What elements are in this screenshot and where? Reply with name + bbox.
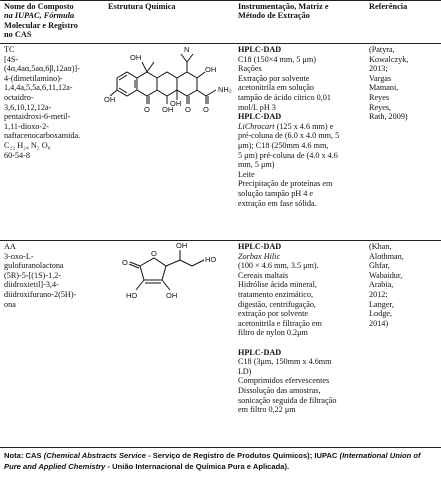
reference-line: Ghfar,	[369, 261, 390, 271]
note-iupac: IUPAC	[314, 451, 338, 460]
name-line: [4S-	[4, 54, 19, 64]
reference-line: Lodge,	[369, 309, 392, 319]
header-col1-line: Nome do Composto	[4, 2, 74, 11]
molecular-formula: C₂₂ H₂₄ N₂ O₈	[4, 140, 51, 150]
name-line: naftacenocarboxamida.	[4, 131, 81, 141]
reference-line: Alothman,	[369, 251, 404, 261]
note-cas: CAS	[25, 451, 42, 460]
note-end: - União Internacional de Química Pura e Aplicada).	[105, 461, 290, 471]
reference-line: 2012;	[369, 289, 388, 299]
table-top-rule	[0, 0, 441, 1]
name-line: TC	[4, 45, 15, 54]
tc-label: OH	[130, 53, 142, 62]
method-line: em filtro 0,22 μm	[238, 405, 296, 415]
name-line: octaidro-	[4, 92, 34, 102]
table-bottom-rule	[0, 447, 441, 448]
name-line: 3-oxo-L-	[4, 251, 34, 261]
note-prefix: Nota:	[4, 451, 26, 460]
aa-label: O	[122, 258, 128, 267]
aa-label: OH	[176, 241, 188, 250]
reference-line: 2013;	[369, 64, 388, 74]
tc-label: NH₂	[218, 85, 232, 94]
name-line: 1,4,4a,5,5a,6,11,12a-	[4, 83, 73, 93]
aa-label: HO	[205, 255, 217, 264]
header-structure: Estrutura Química	[108, 2, 176, 11]
reference-line: 2014)	[369, 318, 389, 328]
method-line: extração por solvente	[238, 309, 309, 319]
method-line: C18 (150×4 mm, 5 μm)	[238, 54, 316, 64]
method-line: Hidrólise ácida mineral,	[238, 280, 317, 290]
method-line: I.D)	[238, 366, 252, 376]
column-brand: LiChrocart	[238, 121, 275, 131]
method-line: LiChrocart (125 x 4.6 mm) e	[238, 121, 334, 131]
header-reference: Referência	[369, 2, 408, 11]
row2-method	[238, 242, 336, 415]
name-line: 1,11-dioxo-2-	[4, 121, 49, 131]
header-method-column	[238, 2, 329, 21]
tc-label: OH	[170, 99, 182, 108]
table-note	[4, 451, 436, 472]
tetracycline-structure	[102, 40, 234, 120]
header-col3-line: Instrumentação, Matriz e	[238, 2, 329, 11]
method-line: digestão, centrifugação,	[238, 299, 316, 309]
row2-reference	[369, 242, 404, 328]
name-line: 4-(dimetilamino)-	[4, 73, 63, 83]
method-line: Extração por solvente	[238, 73, 310, 83]
method-technique: HPLC-DAD	[238, 242, 282, 251]
name-line: ona	[4, 299, 16, 309]
reference-line: Langer,	[369, 299, 394, 309]
reference-line: Wabaidur,	[369, 270, 403, 280]
method-line: 5 μm) pré-coluna de (4.0 x 4.6	[238, 150, 338, 160]
tc-label: OH	[205, 65, 217, 74]
header-col1-line	[4, 11, 78, 20]
method-line: mm, 5 μm)	[238, 160, 275, 170]
tetracycline-drawing	[102, 40, 234, 120]
ascorbic-acid-drawing	[104, 240, 234, 308]
reference-line: Vargas	[369, 73, 392, 83]
method-line: tratamento enzimático,	[238, 289, 314, 299]
cas-number: 60-54-8	[4, 150, 30, 160]
ascorbic-acid-structure	[104, 240, 234, 308]
method-line: acetonitrila em solução	[238, 83, 314, 93]
method-line	[238, 338, 336, 348]
method-line: Precipitação de proteínas em	[238, 179, 333, 189]
header-name-column	[4, 2, 78, 40]
name-line: 3,6,10,12,12a-	[4, 102, 52, 112]
name-line: (5R)-5-[(1S)-1,2-	[4, 270, 62, 280]
method-line: Dissolução das amostras,	[238, 385, 321, 395]
method-line: pré-coluna de (6.0 x 4.0 mm, 5	[238, 131, 340, 141]
method-line: Zorbax Hilic	[238, 251, 281, 261]
row1-method	[238, 45, 339, 208]
method-line: Leite	[238, 169, 255, 179]
tc-label: O	[185, 105, 191, 114]
aa-label: HO	[126, 291, 138, 300]
method-line: filtro de nylon 0.2μm	[238, 328, 308, 338]
method-line: C18 (3μm, 150mm x 4.6mm	[238, 357, 332, 367]
method-line: extração em fase sólida.	[238, 198, 317, 208]
header-col1-line: Molecular e Registro	[4, 20, 78, 30]
tc-label: O	[144, 105, 150, 114]
header-col3-line: Método de Extração	[238, 11, 310, 21]
name-line: gulofuranolactona	[4, 261, 64, 271]
header-col1-line: no CAS	[4, 30, 32, 40]
reference-line: (Khan,	[369, 242, 392, 251]
note-mid: - Serviço de Registro de Produtos Químicos);	[145, 451, 315, 460]
reference-line: Reyes	[369, 92, 390, 102]
method-line: tampão de ácido cítrico 0,01	[238, 92, 331, 102]
note-cas-full: (Chemical Abstracts Service	[43, 451, 146, 460]
reference-line: Reyes,	[369, 102, 392, 112]
method-line: Cereais maltais	[238, 270, 289, 280]
method-line: (100 × 4.6 mm, 3.5 μm).	[238, 261, 319, 271]
method-line: sonicação seguida de filtração	[238, 395, 337, 405]
row2-name	[4, 242, 76, 309]
name-line: diidroxifurano-2(5H)-	[4, 289, 77, 299]
aa-label: O	[151, 249, 157, 258]
tc-label: OH	[162, 105, 174, 114]
reference-line: Rath, 2009)	[369, 112, 408, 122]
method-line: mol/L pH 3	[238, 102, 276, 112]
row1-reference	[369, 45, 408, 122]
method-line: Comprimidos efervescentes	[238, 376, 330, 386]
aa-label: OH	[166, 291, 178, 300]
method-line: Rações	[238, 64, 262, 74]
name-line: (4α,4aα,5aα,6β,12aα)]-	[4, 64, 80, 74]
method-line: acetonitrila e filtração em	[238, 318, 322, 328]
reference-line: Kowalczyk,	[369, 54, 409, 64]
tc-label: O	[203, 105, 209, 114]
reference-line: Mamani,	[369, 83, 399, 93]
name-line: AA	[4, 242, 16, 251]
reference-line: Arabia,	[369, 280, 394, 290]
method-technique: HPLC-DAD	[238, 347, 282, 357]
tc-label: N	[184, 45, 190, 54]
tc-label: OH	[104, 95, 116, 104]
method-technique: HPLC-DAD	[238, 112, 282, 122]
method-line: solução tampão pH 4 e	[238, 188, 314, 198]
reference-line: (Patyra,	[369, 45, 395, 54]
method-technique: HPLC-DAD	[238, 45, 282, 54]
note-iupac-full: (International Union of Pure and Applied Chemistry	[4, 451, 421, 471]
name-line: diidroxietil]-3,4-	[4, 280, 59, 290]
header-col1-text: na IUPAC, Fórmula	[4, 11, 75, 21]
name-line: pentaidroxi-6-metil-	[4, 112, 71, 122]
method-line: μm); C18 (250mm 4.6 mm,	[238, 140, 329, 150]
row1-name	[4, 45, 80, 160]
